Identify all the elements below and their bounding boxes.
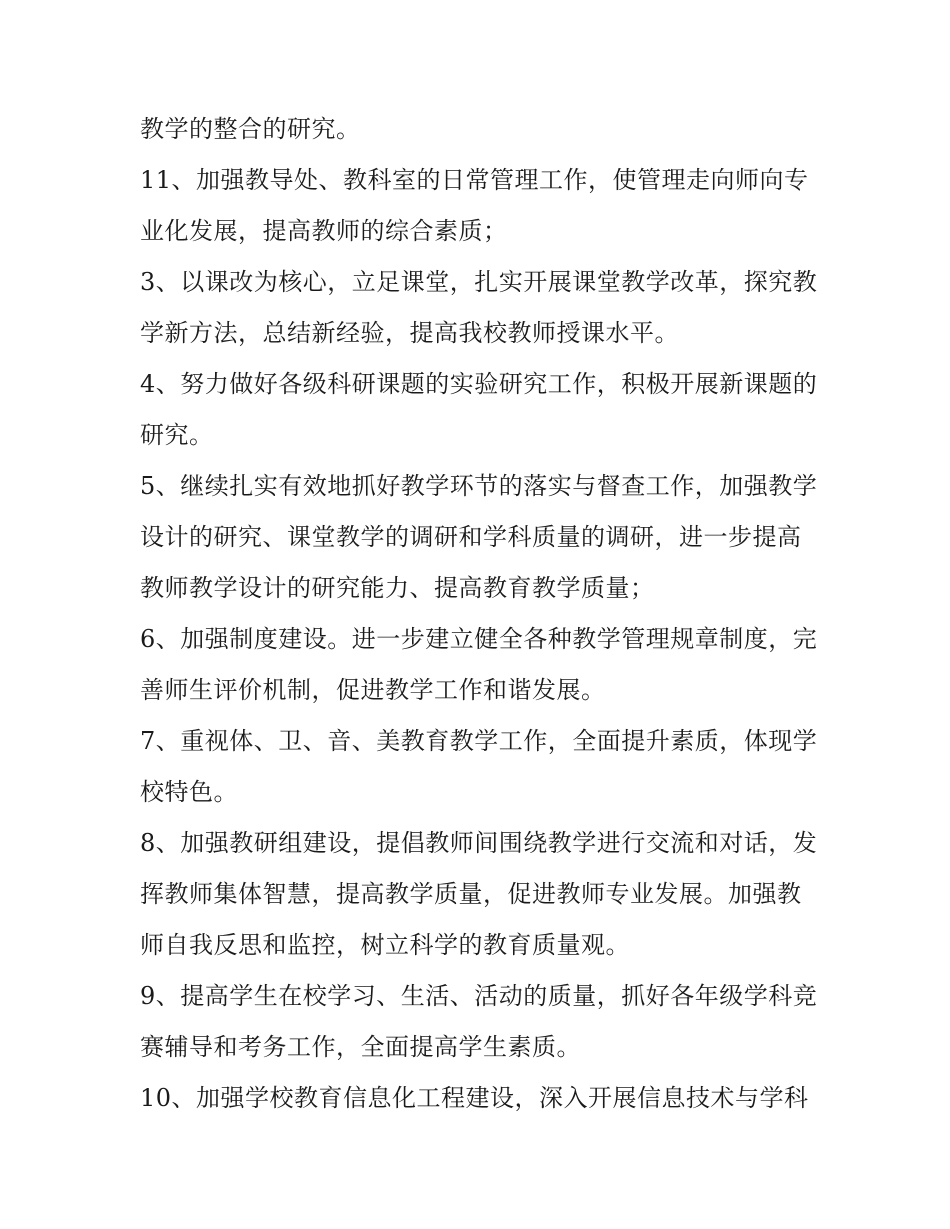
paragraph-item-9: 9、提高学生在校学习、生活、活动的质量，抓好各年级学科竞赛辅导和考务工作，全面提高学生素质。 [140,982,818,1061]
paragraph-item-6: 6、加强制度建设。进一步建立健全各种教学管理规章制度，完善师生评价机制，促进教学工作和谐发展。 [140,625,818,704]
paragraph-item-3: 3、以课改为核心，立足课堂，扎实开展课堂教学改革，探究教学新方法，总结新经验，提高我校教师授课水平。 [140,268,818,347]
paragraph-item-11: 11、加强教导处、教科室的日常管理工作，使管理走向师向专业化发展，提高教师的综合素质； [140,166,809,245]
paragraph-item-4: 4、努力做好各级科研课题的实验研究工作，积极开展新课题的研究。 [140,370,818,449]
paragraph-item-8: 8、加强教研组建设，提倡教师间围绕教学进行交流和对话，发挥教师集体智慧，提高教学质量，促进教师专业发展。加强教师自我反思和监控，树立科学的教育质量观。 [140,829,818,959]
document-body [140,104,820,1124]
paragraph-item-5: 5、继续扎实有效地抓好教学环节的落实与督查工作，加强教学设计的研究、课堂教学的调研和学科质量的调研，进一步提高教师教学设计的研究能力、提高教育教学质量； [140,472,818,602]
paragraph-item-7: 7、重视体、卫、音、美教育教学工作，全面提升素质，体现学校特色。 [140,727,818,806]
paragraph-continuation: 教学的整合的研究。 [140,115,361,143]
paragraph-item-10: 10、加强学校教育信息化工程建设，深入开展信息技术与学科 [140,1084,809,1112]
